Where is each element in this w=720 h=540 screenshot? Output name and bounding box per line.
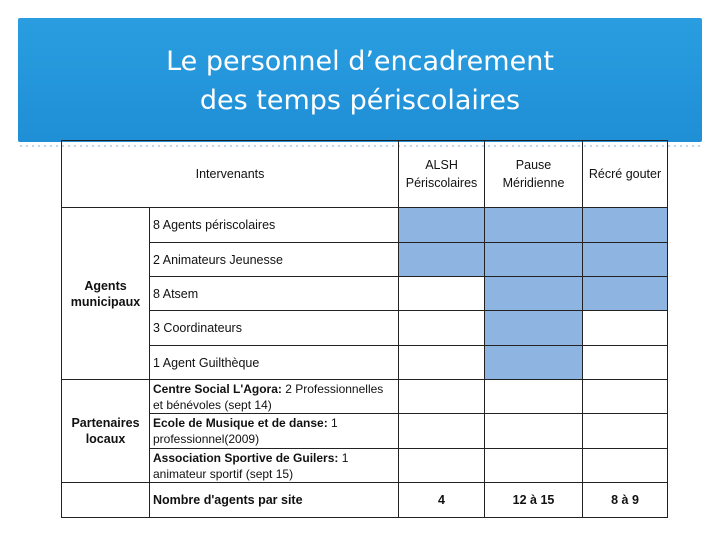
header-row: [62, 141, 668, 208]
cell-alsh: [399, 414, 485, 449]
row-label-rest: 1 animateur sportif (sept 15): [153, 450, 349, 481]
table-row: [62, 277, 668, 311]
cell-recre: [583, 449, 668, 483]
table-row: [62, 208, 668, 243]
cell-recre: [583, 208, 668, 243]
table-row: [62, 346, 668, 380]
table-row: [62, 449, 668, 483]
row-label-rest: 2 Professionnelles et bénévoles (sept 14): [153, 381, 384, 412]
table-row: [62, 243, 668, 277]
cell-pause: [485, 414, 583, 449]
cell-alsh: [399, 311, 485, 346]
total-recre: 8 à 9: [583, 483, 668, 518]
cell-recre: [583, 277, 668, 311]
title-line-2: des temps périscolaires: [199, 85, 521, 116]
table-row: [62, 414, 668, 449]
row-label: 8 Atsem: [150, 277, 399, 311]
cell-alsh: [399, 243, 485, 277]
cell-pause: [485, 449, 583, 483]
group-partenaires-locaux: Partenaires locaux: [62, 380, 150, 483]
cell-alsh: [399, 208, 485, 243]
cell-pause: [485, 243, 583, 277]
row-label: 2 Animateurs Jeunesse: [150, 243, 399, 277]
row-label: 1 Agent Guilthèque: [150, 346, 399, 380]
cell-alsh: [399, 277, 485, 311]
row-label-rest: 1 professionnel(2009): [153, 416, 338, 446]
header-recre: Récré gouter: [583, 141, 668, 208]
table-row: [62, 311, 668, 346]
table-row: [62, 380, 668, 414]
title-line-1: Le personnel d’encadrement: [166, 46, 554, 77]
cell-alsh: [399, 449, 485, 483]
cell-alsh: [399, 346, 485, 380]
cell-pause: [485, 277, 583, 311]
row-label: [150, 414, 399, 449]
group-agents-municipaux: Agents municipaux: [62, 208, 150, 380]
slide-title: [0, 42, 720, 120]
cell-pause: [485, 208, 583, 243]
staff-table: [61, 140, 668, 518]
cell-pause: [485, 380, 583, 414]
cell-alsh: [399, 380, 485, 414]
cell-recre: [583, 311, 668, 346]
row-label: [150, 449, 399, 483]
cell-recre: [583, 243, 668, 277]
header-pause: Pause Méridienne: [485, 141, 583, 208]
header-alsh: ALSH Périscolaires: [399, 141, 485, 208]
row-label-bold: Association Sportive de Guilers:: [153, 450, 339, 465]
cell-recre: [583, 414, 668, 449]
totals-empty-cell: [62, 483, 150, 518]
totals-label: Nombre d'agents par site: [150, 483, 399, 518]
total-pause: 12 à 15: [485, 483, 583, 518]
row-label: 3 Coordinateurs: [150, 311, 399, 346]
total-alsh: 4: [399, 483, 485, 518]
row-label: 8 Agents périscolaires: [150, 208, 399, 243]
totals-row: [62, 483, 668, 518]
cell-recre: [583, 380, 668, 414]
cell-pause: [485, 311, 583, 346]
cell-recre: [583, 346, 668, 380]
row-label: [150, 380, 399, 414]
row-label-bold: Ecole de Musique et de danse:: [153, 416, 328, 430]
header-intervenants: Intervenants: [62, 141, 399, 208]
cell-pause: [485, 346, 583, 380]
row-label-bold: Centre Social L'Agora:: [153, 381, 282, 396]
